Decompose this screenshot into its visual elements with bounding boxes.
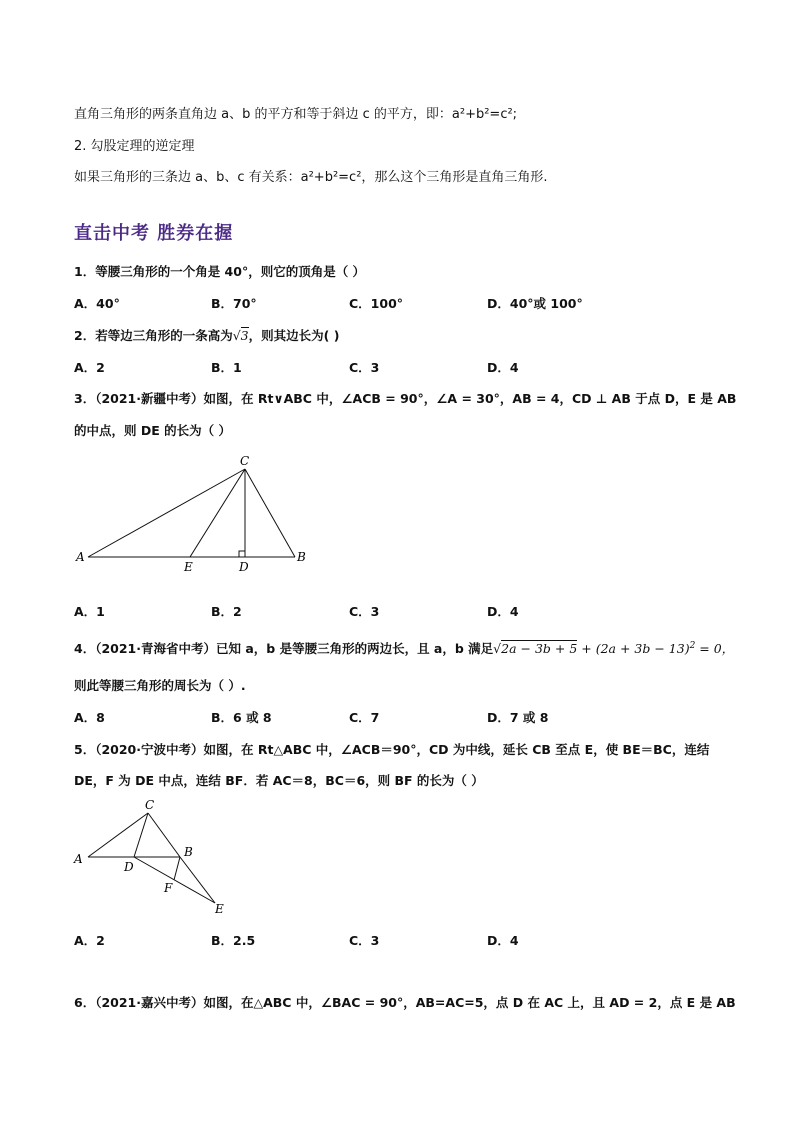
- label-a: A: [76, 550, 85, 564]
- question-5-option-c: C．3: [349, 933, 380, 948]
- question-4-text-end: = 0，: [695, 641, 735, 656]
- question-1-text: 1．等腰三角形的一个角是 40°，则它的顶角是（ ）: [74, 264, 366, 279]
- label-d: D: [124, 860, 134, 874]
- question-4-option-c: C．7: [349, 710, 380, 725]
- label-f: F: [164, 881, 173, 895]
- question-4-option-b: B．6 或 8: [211, 710, 272, 725]
- question-2-text: [74, 326, 339, 344]
- label-c: C: [145, 798, 155, 812]
- question-4-option-d: D．7 或 8: [487, 710, 549, 725]
- question-3-option-d: D．4: [487, 604, 519, 619]
- label-e: E: [184, 560, 193, 574]
- intro-line-1: 直角三角形的两条直角边 a、b 的平方和等于斜边 c 的平方，即：a²+b²=c²;: [74, 107, 518, 122]
- question-2-text-before: 2．若等边三角形的一条高为: [74, 328, 233, 343]
- question-1-option-b: B．70°: [211, 296, 257, 311]
- question-4-line-2: 则此等腰三角形的周长为（ ）.: [74, 678, 246, 693]
- intro-heading-2: 2. 勾股定理的逆定理: [74, 139, 195, 154]
- label-a: A: [74, 852, 83, 866]
- question-2-option-d: D．4: [487, 360, 519, 375]
- question-2-option-c: C．3: [349, 360, 380, 375]
- question-4-text-before: 4．（2021·青海省中考）已知 a，b 是等腰三角形的两边长，且 a，b 满足: [74, 641, 494, 656]
- section-title: 直击中考 胜券在握: [74, 223, 234, 244]
- segment-ac: [88, 813, 148, 857]
- label-e: E: [215, 902, 224, 916]
- question-5-option-a: A．2: [74, 933, 105, 948]
- question-3-option-b: B．2: [211, 604, 242, 619]
- label-c: C: [240, 454, 250, 468]
- segment-be: [180, 857, 215, 903]
- question-4-line-1: [74, 639, 734, 657]
- question-2-text-after: ，则其边长为( ): [248, 328, 340, 343]
- question-5-figure: [70, 795, 240, 920]
- question-3-figure: [70, 450, 320, 580]
- intro-line-3: 如果三角形的三条边 a、b、c 有关系：a²+b²=c²，那么这个三角形是直角三角形.: [74, 170, 548, 185]
- question-1-option-c: C．100°: [349, 296, 404, 311]
- segment-bf: [174, 857, 180, 880]
- question-4-sqrt-expr: 2a − 3b + 5: [501, 641, 578, 656]
- sqrt-sign: √: [493, 641, 502, 656]
- segment-ce: [190, 469, 245, 557]
- question-5-line-2: DE，F 为 DE 中点，连结 BF．若 AC＝8，BC＝6，则 BF 的长为（ ）: [74, 773, 484, 788]
- segment-cd: [134, 813, 148, 857]
- question-2-sqrt-value: 3: [240, 328, 249, 343]
- label-b: B: [297, 550, 306, 564]
- question-3-line-2: 的中点，则 DE 的长为（ ）: [74, 423, 231, 438]
- right-angle-mark: [239, 551, 245, 557]
- label-b: B: [184, 845, 193, 859]
- question-5-line-1: 5．（2020·宁波中考）如图，在 Rt△ABC 中，∠ACB＝90°，CD 为中线，延长 CB 至点 E，使 BE＝BC，连结: [74, 742, 710, 757]
- segment-ac: [88, 469, 245, 557]
- question-1-option-a: A．40°: [74, 296, 120, 311]
- question-5-option-d: D．4: [487, 933, 519, 948]
- question-3-option-a: A．1: [74, 604, 105, 619]
- question-3-line-1: 3．（2021·新疆中考）如图，在 Rt∨ABC 中，∠ACB = 90°，∠A = 30°，AB = 4，CD ⊥ AB 于点 D，E 是 AB: [74, 391, 737, 406]
- question-4-option-a: A．8: [74, 710, 105, 725]
- segment-cb: [148, 813, 180, 857]
- question-4-exponent: 2: [689, 640, 696, 651]
- question-2-option-b: B．1: [211, 360, 242, 375]
- question-3-option-c: C．3: [349, 604, 380, 619]
- question-4-paren-expr: + (2a + 3b − 13): [577, 641, 690, 656]
- sqrt-sign: √: [232, 328, 241, 343]
- question-2-option-a: A．2: [74, 360, 105, 375]
- question-1-option-d: D．40°或 100°: [487, 296, 583, 311]
- segment-cb: [245, 469, 295, 557]
- question-5-option-b: B．2.5: [211, 933, 256, 948]
- label-d: D: [239, 560, 249, 574]
- question-6-line-1: 6．（2021·嘉兴中考）如图，在△ABC 中，∠BAC = 90°，AB=AC=5，点 D 在 AC 上，且 AD = 2，点 E 是 AB: [74, 995, 736, 1010]
